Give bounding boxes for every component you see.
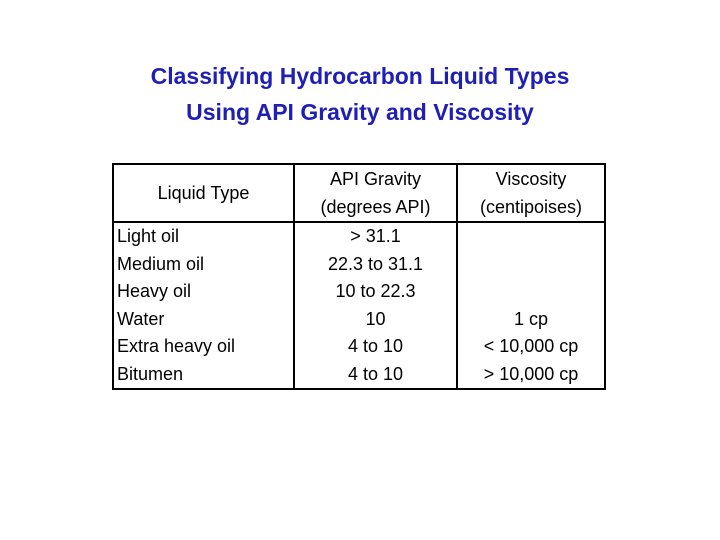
cell-api-gravity: > 31.1 xyxy=(294,222,457,251)
page-title xyxy=(0,58,720,130)
header-api-gravity: API Gravity (degrees API) xyxy=(294,164,457,222)
table-row xyxy=(113,306,605,334)
cell-liquid-type: Extra heavy oil xyxy=(113,333,294,361)
table-row xyxy=(113,278,605,306)
cell-viscosity: > 10,000 cp xyxy=(457,361,605,390)
cell-api-gravity: 22.3 to 31.1 xyxy=(294,251,457,279)
cell-liquid-type: Heavy oil xyxy=(113,278,294,306)
cell-api-gravity: 10 xyxy=(294,306,457,334)
table-row xyxy=(113,333,605,361)
cell-viscosity xyxy=(457,222,605,251)
header-viscosity: Viscosity (centipoises) xyxy=(457,164,605,222)
cell-liquid-type: Medium oil xyxy=(113,251,294,279)
classification-table xyxy=(112,163,606,390)
table-row xyxy=(113,222,605,251)
cell-viscosity xyxy=(457,278,605,306)
title-line-1: Classifying Hydrocarbon Liquid Types xyxy=(150,63,570,89)
table-row xyxy=(113,361,605,390)
header-liquid-type: Liquid Type xyxy=(113,164,294,222)
table-header-row xyxy=(113,164,605,222)
cell-api-gravity: 4 to 10 xyxy=(294,333,457,361)
cell-liquid-type: Light oil xyxy=(113,222,294,251)
cell-viscosity: 1 cp xyxy=(457,306,605,334)
title-line-2: Using API Gravity and Viscosity xyxy=(186,99,534,125)
cell-viscosity: < 10,000 cp xyxy=(457,333,605,361)
table-row xyxy=(113,251,605,279)
cell-viscosity xyxy=(457,251,605,279)
cell-liquid-type: Bitumen xyxy=(113,361,294,390)
cell-liquid-type: Water xyxy=(113,306,294,334)
cell-api-gravity: 10 to 22.3 xyxy=(294,278,457,306)
cell-api-gravity: 4 to 10 xyxy=(294,361,457,390)
